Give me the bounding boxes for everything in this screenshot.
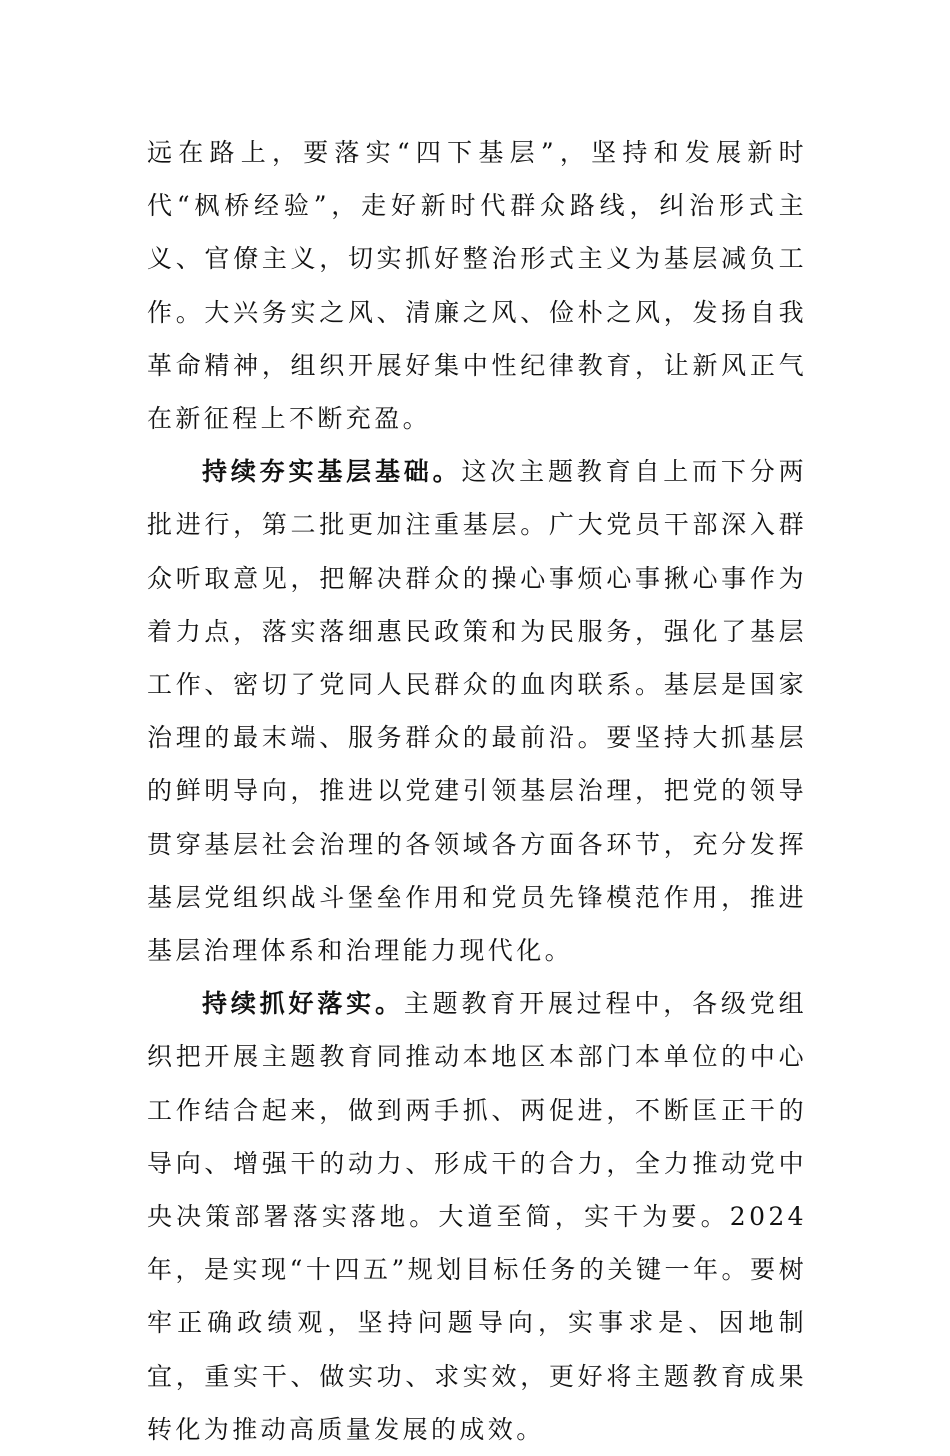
paragraph-2-text: 这次主题教育自上而下分两批进行，第二批更加注重基层。广大党员干部深入群众听取意见，把解决群众的操心事烦心事揪心事作为着力点，落实落细惠民政策和为民服务，强化了基层工作、密切了党同人民群众的血肉联系。基层是国家治理的最末端、服务群众的最前沿。要坚持大抓基层的鲜明导向，推进以党建引领基层治理，把党的领导贯穿基层社会治理的各领域各方面各环节，充分发挥基层党组织战斗堡垒作用和党员先锋模范作用，推进基层治理体系和治理能力现代化。 — [147, 457, 807, 966]
paragraph-2 — [147, 445, 807, 977]
paragraph-3-heading: 持续抓好落实。 — [202, 989, 404, 1019]
paragraph-2-heading: 持续夯实基层基础。 — [202, 457, 462, 487]
paragraph-1 — [147, 126, 807, 445]
paragraph-3 — [147, 977, 807, 1456]
paragraph-3-text: 主题教育开展过程中，各级党组织把开展主题教育同推动本地区本部门本单位的中心工作结合起来，做到两手抓、两促进，不断匡正干的导向、增强干的动力、形成干的合力，全力推动党中央决策部署落实落地。大道至简，实干为要。2024年，是实现“十四五”规划目标任务的关键一年。要树牢正确政绩观，坚持问题导向，实事求是、因地制宜，重实干、做实功、求实效，更好将主题教育成果转化为推动高质量发展的成效。 — [147, 989, 807, 1444]
document-body — [147, 126, 807, 1456]
paragraph-1-text: 远在路上，要落实“四下基层”，坚持和发展新时代“枫桥经验”，走好新时代群众路线，纠治形式主义、官僚主义，切实抓好整治形式主义为基层减负工作。大兴务实之风、清廉之风、俭朴之风，发扬自我革命精神，组织开展好集中性纪律教育，让新风正气在新征程上不断充盈。 — [147, 138, 807, 434]
